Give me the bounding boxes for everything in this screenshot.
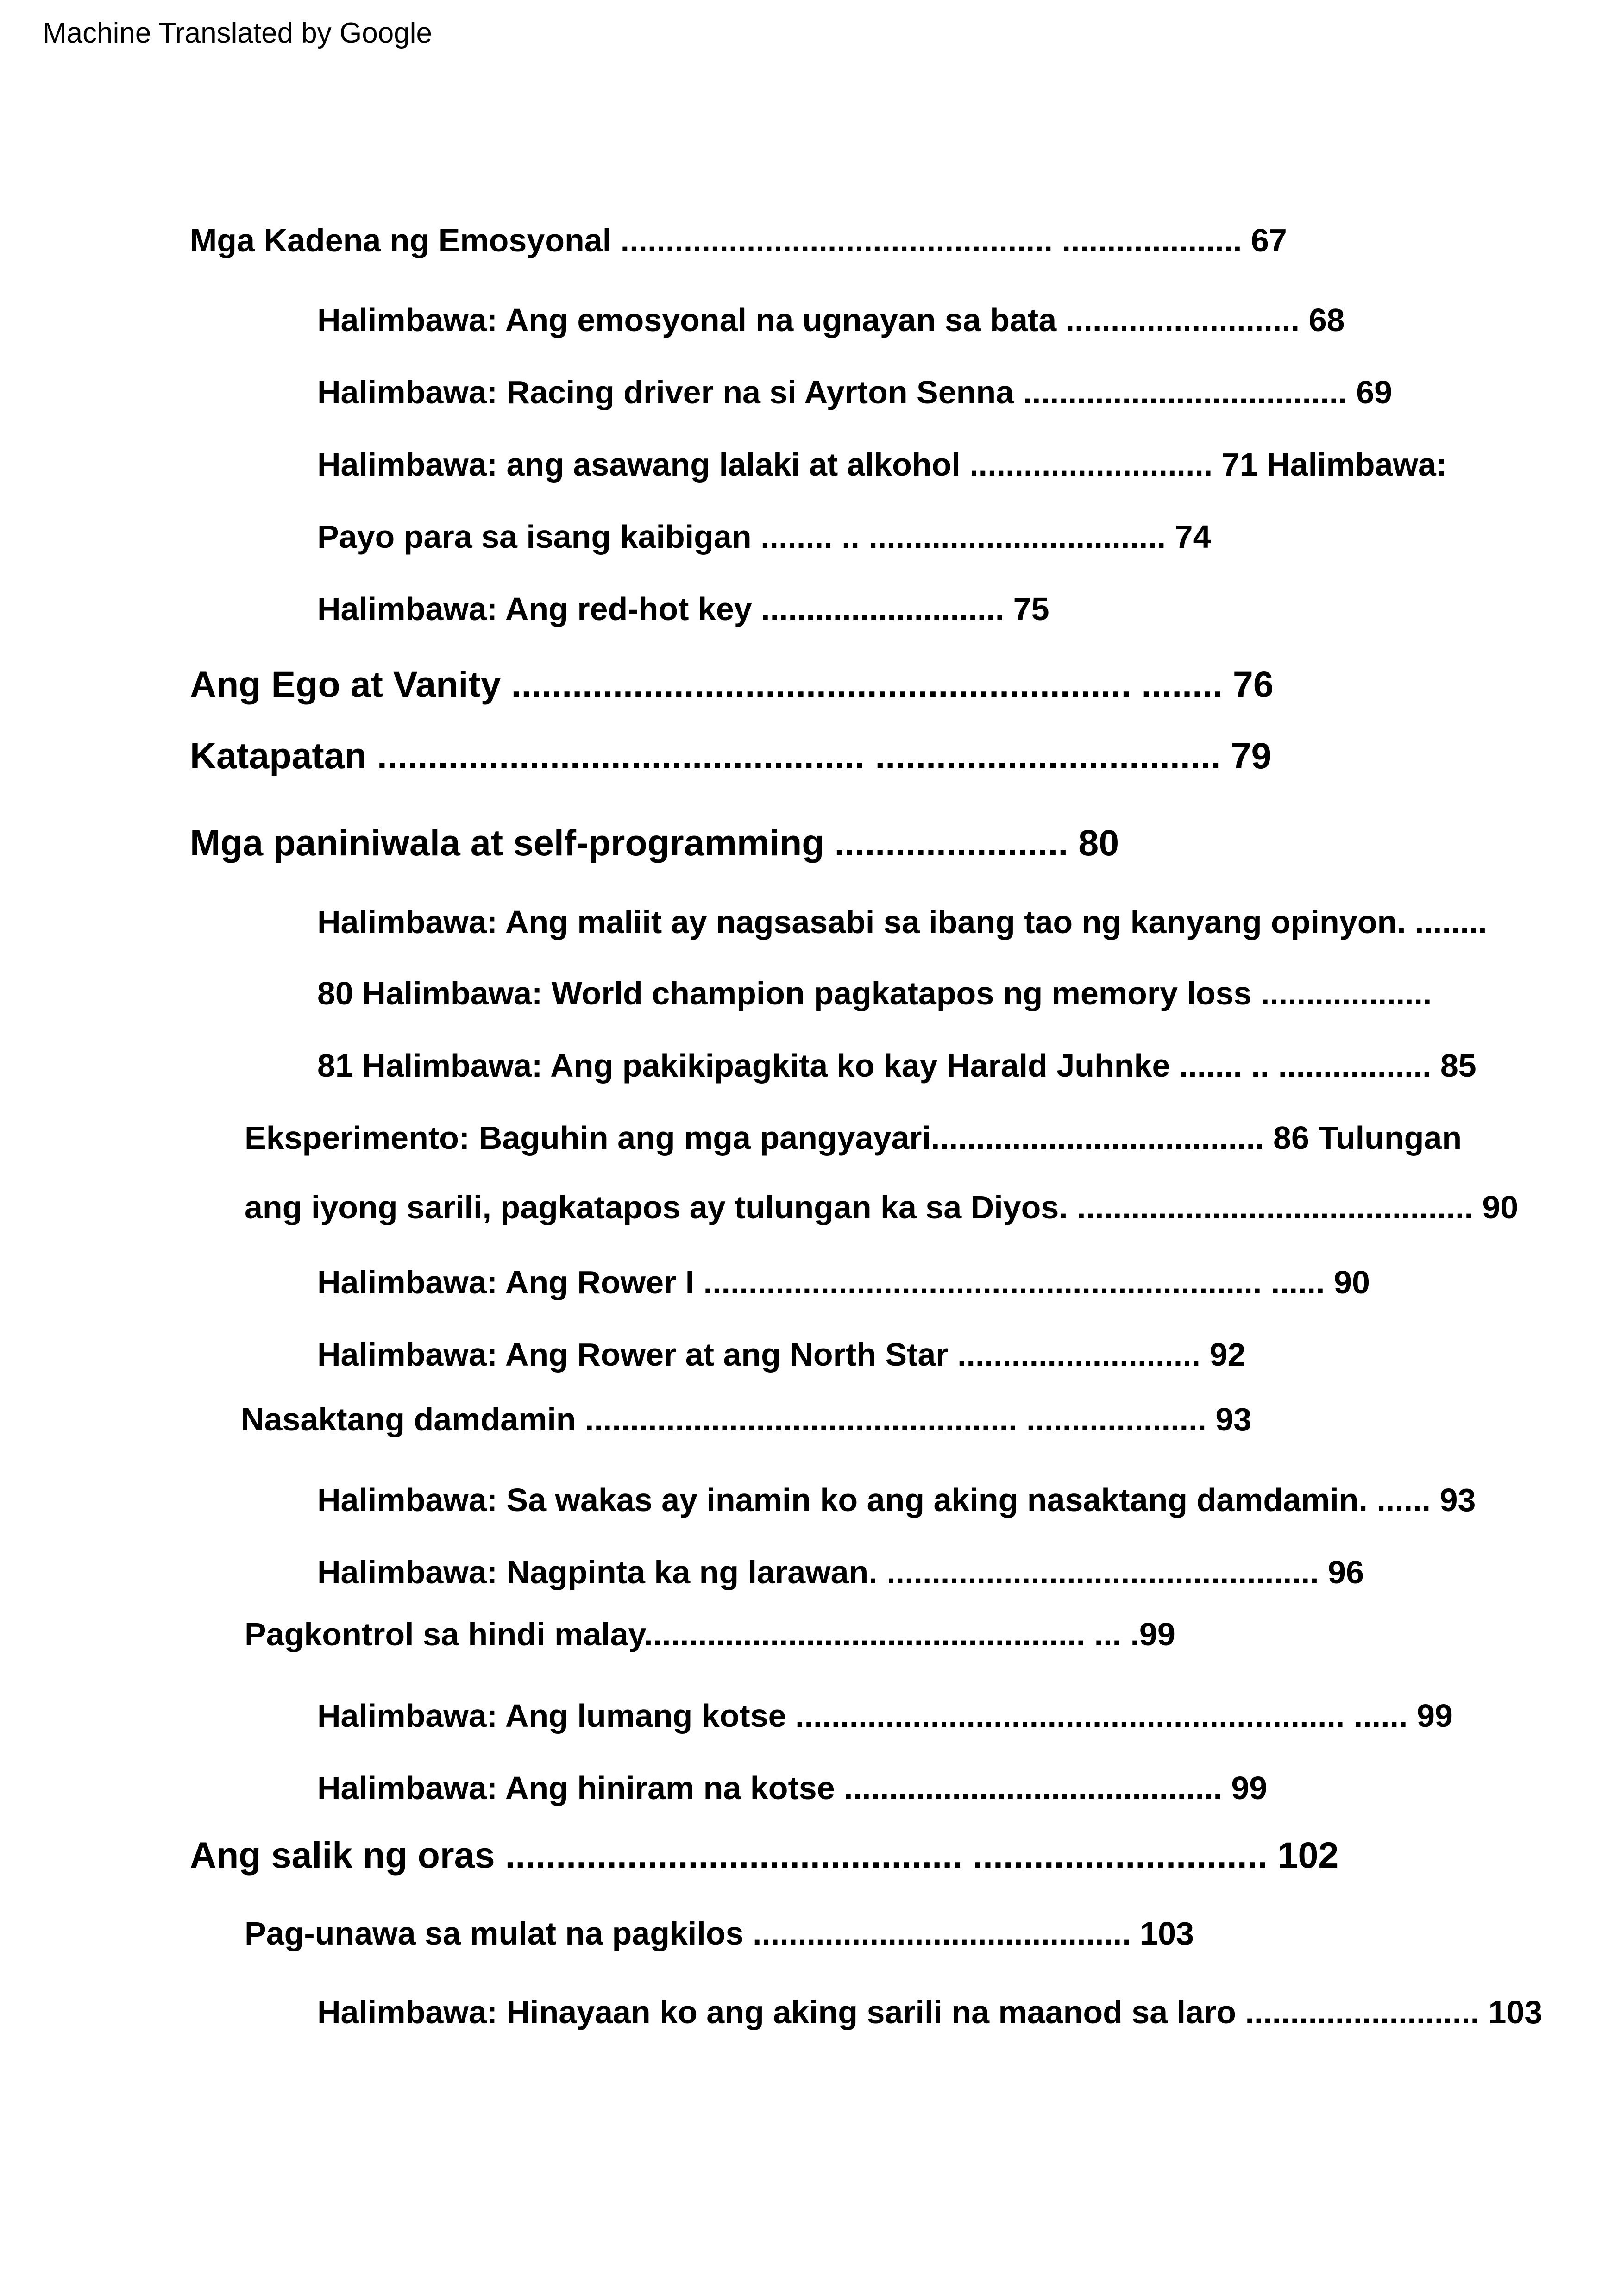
toc-entry-example: Halimbawa: Ang maliit ay nagsasabi sa ibang tao ng kanyang opinyon. ........ [317, 904, 1487, 940]
toc-entry-section: Eksperimento: Baguhin ang mga pangyayari..................................... 86 Tulungan [245, 1120, 1462, 1156]
machine-translation-banner: Machine Translated by Google [43, 17, 432, 49]
toc-entry-example: Halimbawa: Ang Rower at ang North Star ........................... 92 [317, 1336, 1246, 1373]
toc-entry-example: Halimbawa: Ang lumang kotse ............................................................. ...... 99 [317, 1698, 1453, 1734]
toc-entry-example: Halimbawa: Ang red-hot key ........................... 75 [317, 591, 1049, 627]
toc-entry-chapter: Mga paniniwala at self-programming ....................... 80 [190, 822, 1119, 863]
toc-entry-chapter: Katapatan ................................................ .................................. 79 [190, 735, 1272, 776]
toc-entry-example: Halimbawa: Ang Rower I .............................................................. ...... 90 [317, 1264, 1370, 1300]
toc-entry-example: Halimbawa: Ang hiniram na kotse .......................................... 99 [317, 1770, 1268, 1806]
toc-entry-chapter: Ang salik ng oras ............................................. ............................. 102 [190, 1834, 1339, 1876]
toc-entry-chapter: Ang Ego at Vanity ............................................................. ........ 76 [190, 664, 1274, 705]
toc-entry-example: Halimbawa: Ang emosyonal na ugnayan sa bata .......................... 68 [317, 302, 1345, 338]
toc-entry-chapter: Mga Kadena ng Emosyonal ................................................ .................... 67 [190, 222, 1287, 258]
toc-entry-section: Pagkontrol sa hindi malay................................................. ... .99 [245, 1616, 1175, 1652]
toc-entry-example: 80 Halimbawa: World champion pagkatapos ng memory loss ................... [317, 975, 1432, 1011]
toc-entry-section: Nasaktang damdamin ................................................ .................... 93 [241, 1401, 1252, 1437]
toc-entry-section: Pag-unawa sa mulat na pagkilos .......................................... 103 [245, 1915, 1194, 1951]
toc-entry-example: Payo para sa isang kaibigan ........ .. ................................. 74 [317, 519, 1211, 555]
toc-entry-example: Halimbawa: Racing driver na si Ayrton Senna .................................... 69 [317, 374, 1393, 410]
toc-entry-example: Halimbawa: Nagpinta ka ng larawan. ................................................ 96 [317, 1554, 1364, 1590]
toc-entry-example: Halimbawa: Sa wakas ay inamin ko ang aking nasaktang damdamin. ...... 93 [317, 1482, 1476, 1518]
toc-entry-example: 81 Halimbawa: Ang pakikipagkita ko kay Harald Juhnke ....... .. ................. 85 [317, 1048, 1476, 1084]
toc-entry-section: ang iyong sarili, pagkatapos ay tulungan ka sa Diyos. ............................................ 90 [245, 1189, 1519, 1225]
toc-entry-example: Halimbawa: ang asawang lalaki at alkohol ........................... 71 Halimbawa: [317, 446, 1447, 483]
toc-entry-example: Halimbawa: Hinayaan ko ang aking sarili na maanod sa laro .......................... 103 [317, 1994, 1543, 2030]
